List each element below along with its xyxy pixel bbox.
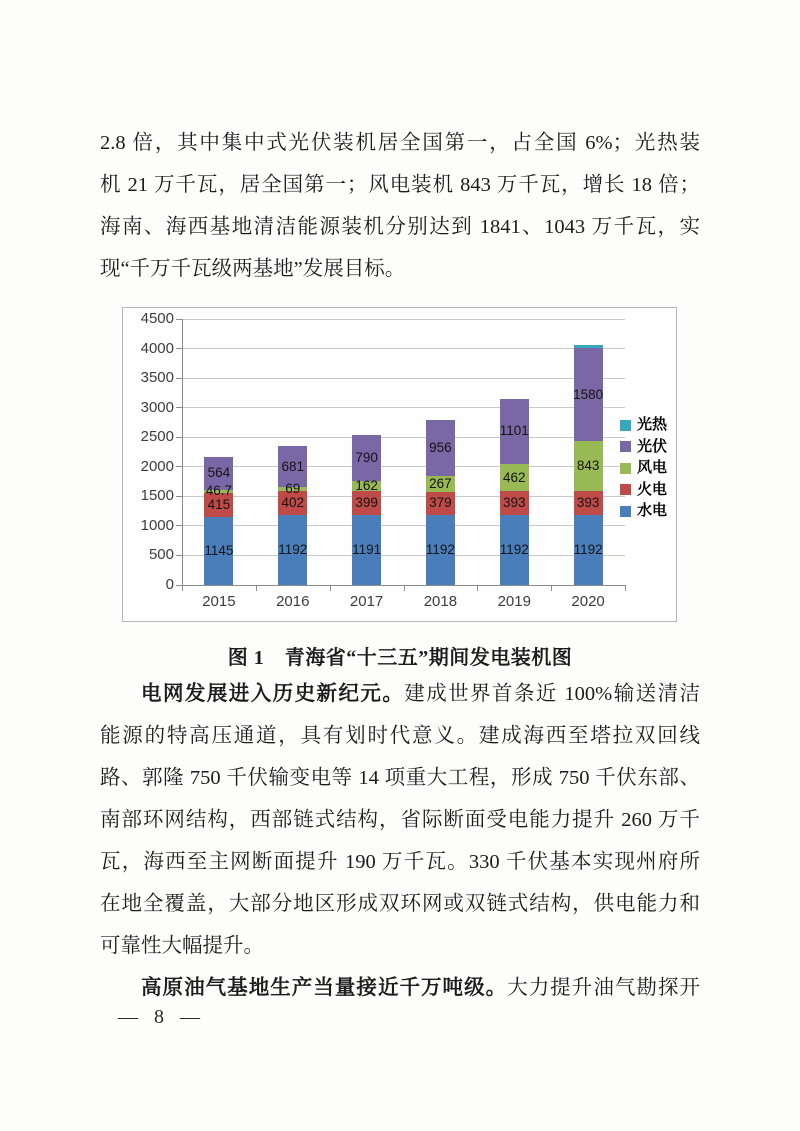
legend-item-风电 [620, 460, 667, 476]
bar-segment-value: 393 [502, 494, 526, 510]
legend-swatch-icon [620, 506, 631, 517]
bar-segment-value: 1192 [278, 541, 308, 557]
y-axis-tick-label: 500 [148, 546, 174, 564]
legend-item-水电 [620, 503, 667, 519]
legend-label: 光伏 [637, 437, 668, 455]
bar-segment-风电 [500, 464, 529, 491]
x-axis-tick-label: 2017 [349, 593, 384, 610]
y-axis-tick-label: 2000 [140, 457, 174, 475]
x-axis-tick [182, 585, 183, 591]
legend-label: 火电 [637, 480, 668, 498]
text-line: 海南、海西基地清洁能源装机分别达到 1841、1043 万千瓦，实 [100, 216, 700, 238]
bar-segment-value: 46.7 [205, 483, 233, 499]
y-gridline [182, 407, 625, 408]
paragraph-2 [100, 673, 700, 967]
x-axis-tick-label: 2015 [202, 593, 236, 610]
legend-item-火电 [620, 482, 667, 498]
x-axis-tick-label: 2016 [276, 593, 310, 610]
bar-segment-水电 [574, 515, 603, 585]
bar-segment-光伏 [352, 435, 381, 482]
bar-segment-value: 1192 [573, 541, 603, 557]
bar-segment-火电 [574, 491, 603, 514]
bar-segment-value: 681 [281, 458, 305, 474]
bar-segment-value: 69 [285, 480, 301, 496]
y-axis-tick-label: 3000 [140, 398, 174, 416]
bar-segment-光伏 [500, 399, 529, 464]
x-axis-tick [551, 585, 552, 591]
y-gridline [182, 555, 625, 556]
x-axis-tick [625, 585, 626, 591]
legend-swatch-icon [620, 484, 631, 495]
bar-segment-水电 [500, 515, 529, 585]
bar-segment-水电 [278, 515, 307, 585]
bar-segment-value: 790 [355, 450, 378, 466]
text-line: 南部环网结构，西部链式结构，省际断面受电能力提升 260 万千 [100, 809, 700, 831]
bar-segment-value: 162 [355, 478, 378, 494]
y-gridline [182, 525, 625, 526]
bar-segment-风电 [574, 441, 603, 491]
bar-segment-火电 [500, 491, 529, 514]
text-line: 机 21 万千瓦，居全国第一；风电装机 843 万千瓦，增长 18 倍； [100, 174, 700, 196]
text-line: 可靠性大幅提升。 [100, 935, 264, 957]
bar-segment-value: 379 [429, 495, 452, 511]
bar-segment-火电 [352, 491, 381, 515]
y-gridline [182, 466, 625, 467]
bar-segment-value: 1101 [499, 423, 529, 439]
y-gridline [182, 319, 625, 320]
text-line: 瓦，海西至主网断面提升 190 万千瓦。330 千伏基本实现州府所 [100, 851, 700, 873]
installed-capacity-chart [122, 307, 677, 622]
bar-segment-value: 1192 [499, 541, 529, 557]
text-run: 大力提升油气勘探开 [507, 977, 701, 999]
text-line: 现“千万千瓦级两基地”发展目标。 [100, 258, 406, 280]
text-line [100, 673, 700, 715]
bar-segment-风电 [352, 478, 381, 494]
y-axis-tick-label: 1000 [140, 516, 174, 534]
figure-caption: 图 1 青海省“十三五”期间发电装机图 [227, 647, 573, 669]
bar-segment-value: 1191 [352, 541, 382, 557]
x-axis-tick [404, 585, 405, 591]
bar-segment-value: 402 [281, 494, 305, 510]
x-axis-tick [330, 585, 331, 591]
y-gridline [182, 348, 625, 349]
legend-label: 水电 [637, 502, 668, 519]
bar-segment-风电 [204, 483, 233, 499]
page-number: — 8 — [118, 1006, 200, 1028]
x-axis-tick-label: 2019 [497, 593, 531, 610]
bar-segment-光伏 [574, 348, 603, 441]
bar-segment-value: 393 [576, 494, 600, 510]
text-line: 在地全覆盖，大部分地区形成双环网或双链式结构，供电能力和 [100, 893, 700, 915]
text-run: 建成世界首条近 100%输送清洁 [404, 683, 701, 705]
bar-segment-value: 564 [207, 465, 231, 481]
y-axis-tick-label: 2500 [140, 428, 174, 446]
legend-label: 风电 [637, 459, 668, 476]
y-axis-tick-label: 4000 [140, 339, 174, 357]
bar-segment-火电 [426, 492, 455, 514]
bar-segment-水电 [204, 517, 233, 585]
y-axis-line [182, 319, 183, 586]
x-axis-tick-label: 2018 [423, 593, 458, 610]
y-gridline [182, 496, 625, 497]
bar-segment-水电 [352, 515, 381, 585]
bar-segment-value: 956 [429, 440, 452, 456]
legend-swatch-icon [620, 441, 631, 452]
paragraph-1 [100, 122, 700, 290]
x-axis-tick [477, 585, 478, 591]
legend-swatch-icon [620, 463, 631, 474]
y-axis-tick-label: 3500 [140, 369, 174, 387]
bar-segment-value: 415 [207, 497, 231, 513]
y-axis-tick-label: 0 [165, 576, 174, 593]
bar-segment-value: 1192 [425, 541, 455, 557]
text-line: 2.8 倍，其中集中式光伏装机居全国第一，占全国 6%；光热装 [100, 132, 700, 154]
bar-segment-光热 [574, 345, 603, 348]
bar-segment-value: 267 [429, 476, 452, 492]
x-axis-tick [256, 585, 257, 591]
legend-item-光热 [620, 417, 667, 433]
y-axis-tick-label: 4500 [140, 310, 174, 327]
bar-segment-风电 [426, 476, 455, 492]
paragraph-lead: 高原油气基地生产当量接近千万吨级。 [141, 977, 508, 999]
legend-item-光伏 [620, 439, 667, 455]
text-line: 能源的特高压通道，具有划时代意义。建成海西至塔拉双回线 [100, 725, 700, 747]
legend-swatch-icon [620, 420, 631, 431]
y-gridline [182, 378, 625, 379]
bar-segment-水电 [426, 515, 455, 585]
bar-segment-value: 843 [576, 458, 600, 474]
bar-segment-光伏 [426, 420, 455, 477]
bar-segment-value: 1580 [573, 386, 604, 402]
x-axis-tick-label: 2020 [571, 593, 605, 610]
bar-segment-value: 399 [355, 494, 378, 510]
text-line: 路、郭隆 750 千伏输变电等 14 项重大工程，形成 750 千伏东部、 [100, 767, 700, 789]
y-gridline [182, 437, 625, 438]
bar-segment-风电 [278, 480, 307, 496]
bar-segment-value: 462 [502, 469, 526, 485]
y-axis-tick-label: 1500 [140, 487, 174, 505]
paragraph-lead: 电网发展进入历史新纪元。 [141, 683, 405, 705]
bar-segment-value: 1145 [204, 543, 234, 559]
legend-label: 光热 [637, 416, 668, 433]
